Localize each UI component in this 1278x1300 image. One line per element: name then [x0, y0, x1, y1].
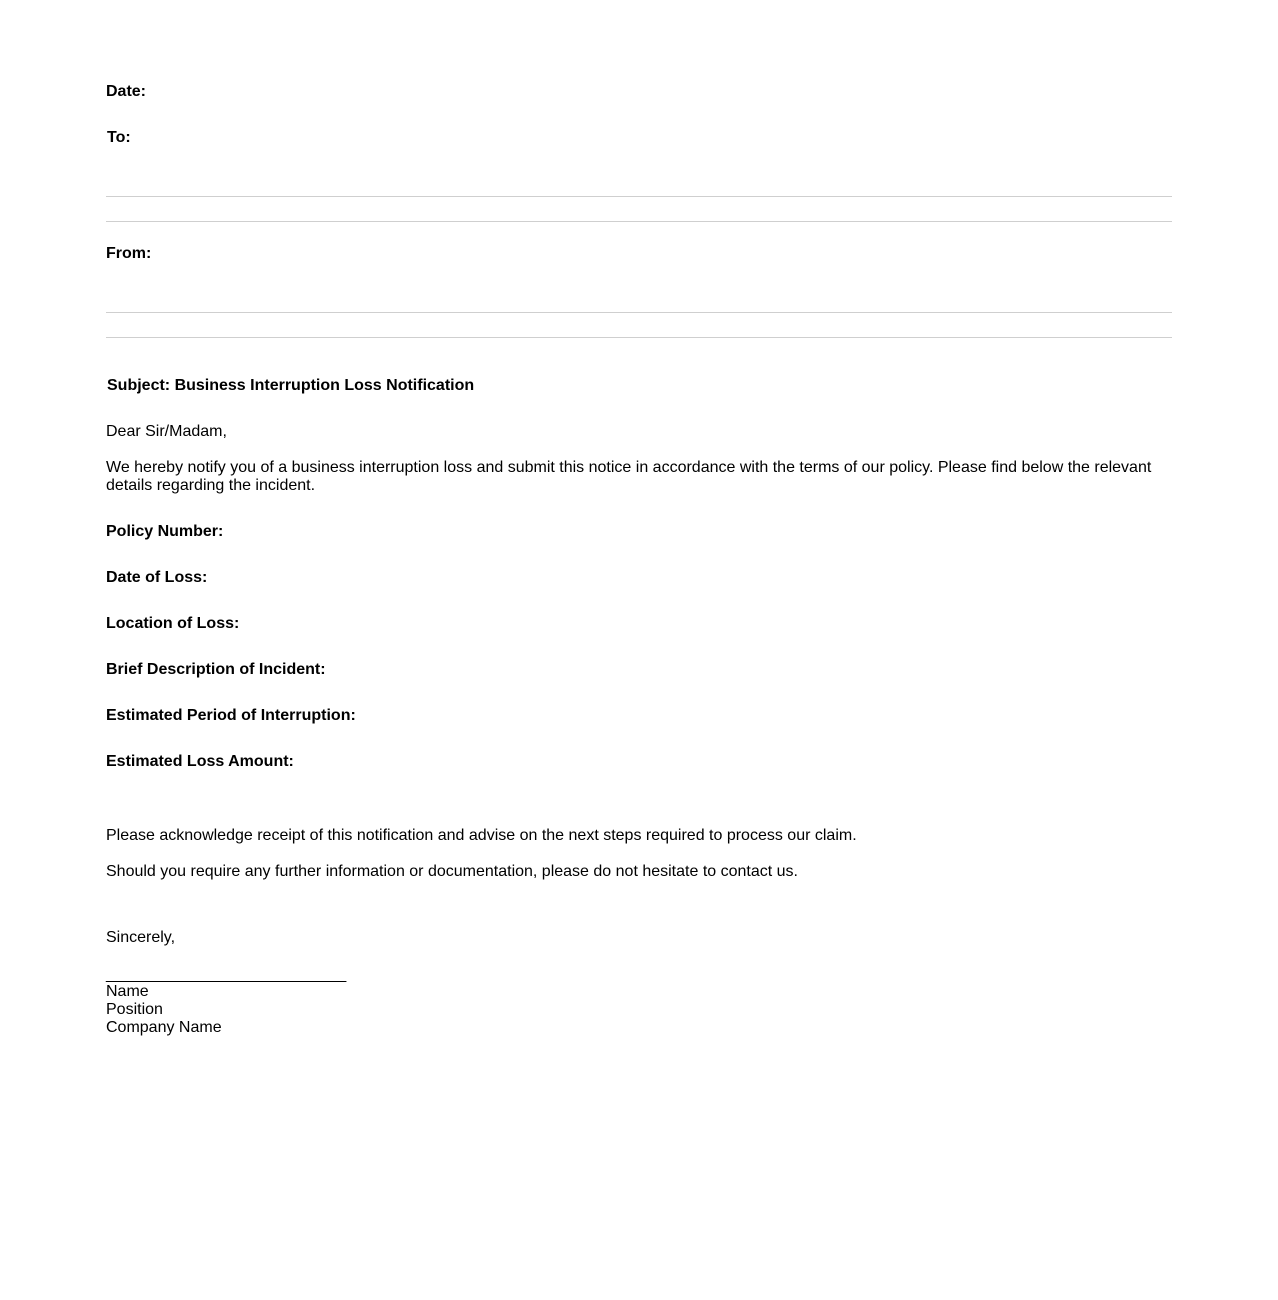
signature-company: Company Name	[106, 1019, 222, 1036]
from-line-2	[106, 337, 1172, 338]
closing-paragraph: Please acknowledge receipt of this notification and advise on the next steps required to process our claim.	[106, 827, 857, 844]
closing-paragraph: Should you require any further information or documentation, please do not hesitate to contact us.	[106, 863, 798, 880]
field-location-of-loss: Location of Loss:	[106, 615, 240, 632]
field-description: Brief Description of Incident:	[106, 661, 326, 678]
to-line-2	[106, 221, 1172, 222]
to-label: To:	[107, 129, 131, 146]
signoff: Sincerely,	[106, 929, 176, 946]
date-label: Date:	[106, 83, 147, 100]
from-line-1	[106, 312, 1172, 313]
from-label: From:	[106, 245, 152, 262]
field-date-of-loss: Date of Loss:	[106, 569, 208, 586]
field-period-of-interruption: Estimated Period of Interruption:	[106, 707, 356, 724]
to-line-1	[106, 196, 1172, 197]
subject-line: Subject: Business Interruption Loss Notification	[107, 377, 475, 394]
salutation: Dear Sir/Madam,	[106, 423, 227, 440]
signature-line: ___________________________	[106, 966, 347, 983]
intro-paragraph: We hereby notify you of a business interruption loss and submit this notice in accordance with the terms of our policy. Please find below the relevant details regarding the incident.	[106, 459, 1152, 494]
field-policy-number: Policy Number:	[106, 523, 224, 540]
signature-name: Name	[106, 983, 149, 1000]
signature-position: Position	[106, 1001, 163, 1018]
field-loss-amount: Estimated Loss Amount:	[106, 753, 294, 770]
